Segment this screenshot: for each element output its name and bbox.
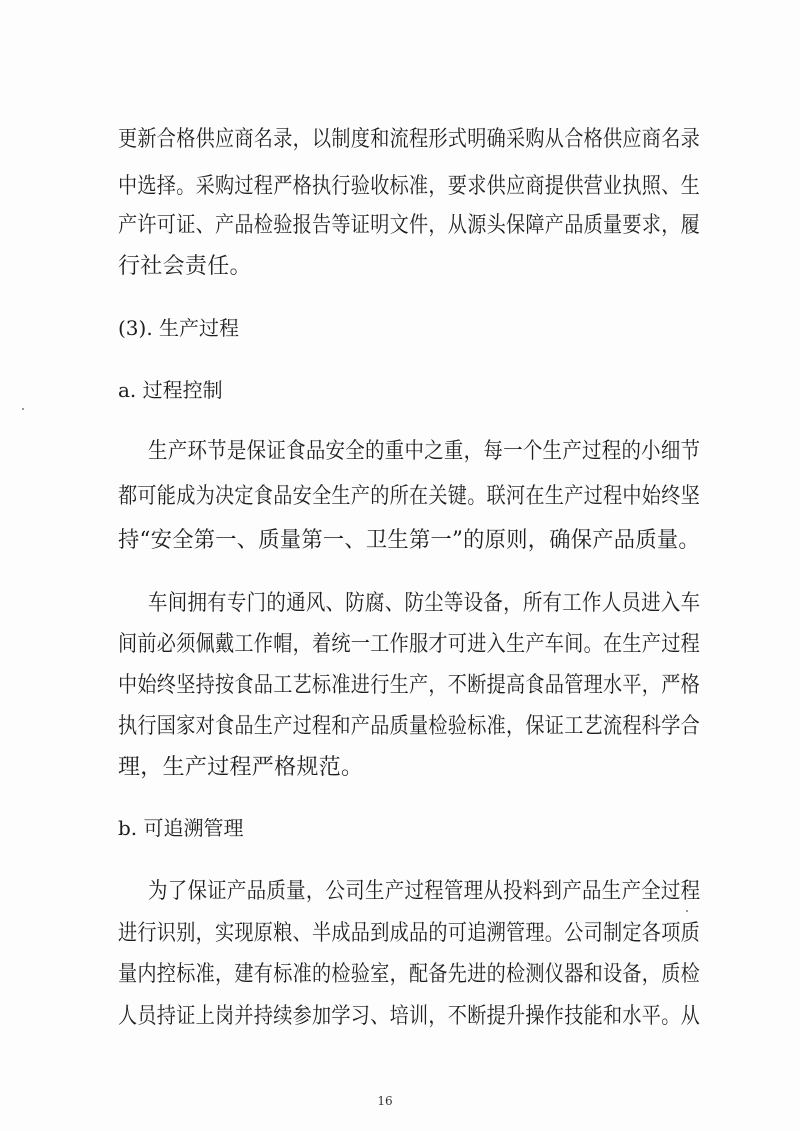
paragraph-1-line-3: 产许可证、产品检验报告等证明文件，从源头保障产品质量要求，履 [118, 213, 701, 238]
paragraph-3-line-3: 中始终坚持按食品工艺标准进行生产，不断提高食品管理水平，严格 [118, 673, 701, 698]
scan-speck [686, 910, 688, 912]
subheading-process-control: a. 过程控制 [118, 378, 223, 402]
paragraph-3-line-5: 理，生产过程严格规范。 [118, 755, 364, 780]
paragraph-1-line-1: 更新合格供应商名录，以制度和流程形式明确采购从合格供应商名录 [118, 127, 701, 152]
paragraph-3-line-1: 车间拥有专门的通风、防腐、防尘等设备，所有工作人员进入车 [148, 591, 701, 616]
section-heading-production-process: (3). 生产过程 [118, 316, 240, 340]
paragraph-2-line-2: 都可能成为决定食品安全生产的所在关键。联河在生产过程中始终坚 [118, 484, 701, 509]
paragraph-1-line-2: 中选择。采购过程严格执行验收标准，要求供应商提供营业执照、生 [118, 174, 701, 199]
paragraph-4-line-4: 人员持证上岗并持续参加学习、培训，不断提升操作技能和水平。从 [118, 1004, 701, 1029]
paragraph-3-line-4: 执行国家对食品生产过程和产品质量检验标准，保证工艺流程科学合 [118, 714, 701, 739]
paragraph-1-line-4: 行社会责任。 [118, 254, 252, 279]
paragraph-4-line-3: 量内控标准，建有标准的检验室，配备先进的检测仪器和设备，质检 [118, 962, 701, 987]
page-number: 16 [377, 1094, 393, 1108]
scan-speck [22, 408, 24, 410]
paragraph-4-line-2: 进行识别，实现原粮、半成品到成品的可追溯管理。公司制定各项质 [118, 921, 701, 946]
paragraph-3-line-2: 间前必须佩戴工作帽，着统一工作服才可进入生产车间。在生产过程 [118, 632, 701, 657]
paragraph-2-line-3: 持“安全第一、质量第一、卫生第一”的原则，确保产品质量。 [118, 528, 700, 553]
paragraph-2-line-1: 生产环节是保证食品安全的重中之重，每一个生产过程的小细节 [148, 439, 701, 464]
paragraph-4-line-1: 为了保证产品质量，公司生产过程管理从投料到产品生产全过程 [148, 879, 701, 904]
subheading-traceability-management: b. 可追溯管理 [118, 816, 244, 840]
